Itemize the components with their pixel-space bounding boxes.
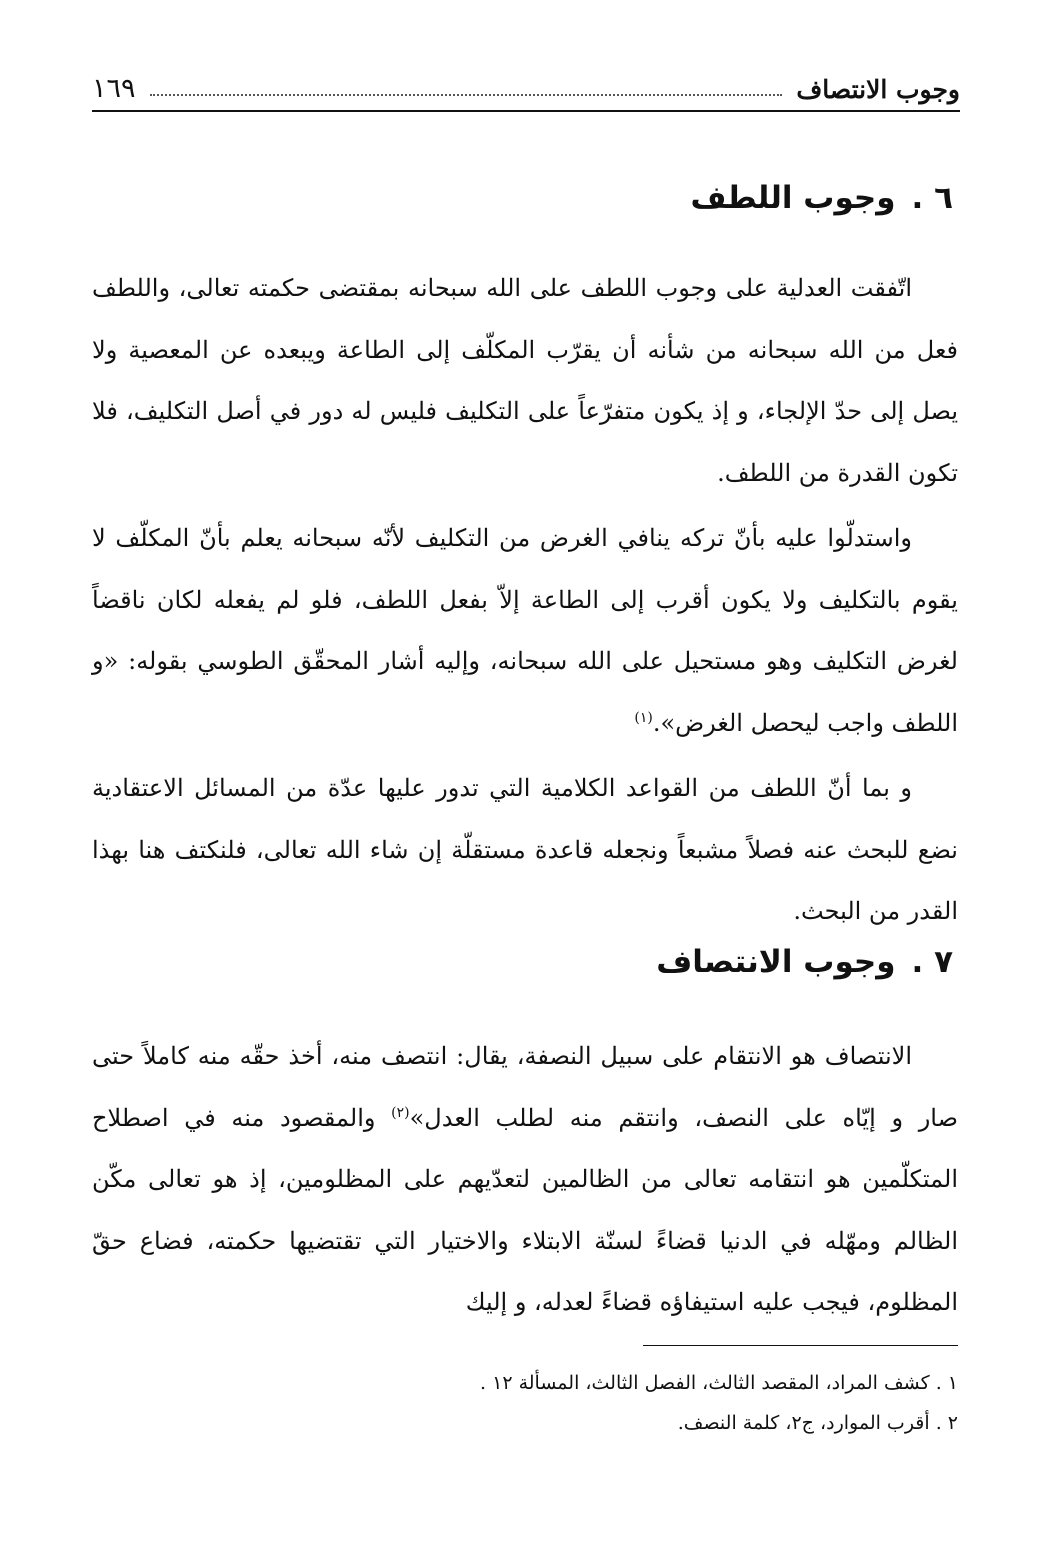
footnote-ref: (١) [634, 709, 653, 726]
paragraph-text: الانتصاف هو الانتقام على سبيل النصفة، يقال: انتصف منه، أخذ حقّه منه كاملاً حتى صار و إيّاه على النصف، وانتقم منه لطلب العدل» [92, 1042, 958, 1132]
section-heading-6 [690, 180, 953, 216]
section-number: ٧ . [911, 944, 953, 980]
paragraph [92, 508, 958, 754]
paragraph-text: والمقصود منه في اصطلاح المتكلّمين هو انتقامه تعالى من الظالمين لتعدّيهم على المظلومين، إذ هو تعالى مكّن الظالم ومهّله في الدنيا قضاءً لسنّة الابتلاء والاختيار التي تقتضيها حكمته، فضاع حقّ المظلوم، فيجب عليه استيفاؤه قضاءً لعدله، و إليك [92, 1103, 958, 1316]
section-heading-7 [656, 944, 953, 980]
section-body-6 [92, 258, 958, 947]
section-number: ٦ . [911, 180, 953, 216]
footnote-divider [643, 1345, 958, 1346]
paragraph [92, 758, 958, 943]
paragraph-text: واستدلّوا عليه بأنّ تركه ينافي الغرض من التكليف لأنّه سبحانه يعلم بأنّ المكلّف لا يقوم بالتكليف ولا يكون أقرب إلى الطاعة إلاّ بفعل اللطف، فلو لم يفعله لكان ناقضاً لغرض التكليف وهو مستحيل على الله سبحانه، وإليه أشار المحقّق الطوسي بقوله: «و اللطف واجب ليحصل الغرض». [92, 524, 958, 737]
running-title: وجوب الانتصاف [796, 75, 960, 104]
footnote: ٢ . أقرب الموارد، ج٢، كلمة النصف. [677, 1412, 958, 1434]
page-header [92, 58, 960, 112]
section-body-7 [92, 1026, 958, 1338]
paragraph-text: و بما أنّ اللطف من القواعد الكلامية التي تدور عليها عدّة من المسائل الاعتقادية نضع للبحث عنه فصلاً مشبعاً ونجعله قاعدة مستقلّة إن شاء الله تعالى، فلنكتف هنا بهذا القدر من البحث. [92, 774, 958, 925]
dotted-leader [150, 94, 783, 96]
section-title: وجوب الانتصاف [656, 944, 896, 980]
footnote-ref: (٢) [391, 1104, 410, 1121]
paragraph [92, 258, 958, 504]
section-title: وجوب اللطف [690, 180, 896, 216]
page-number: ١٦٩ [92, 73, 136, 104]
footnotes [300, 1363, 958, 1443]
paragraph-text: اتّفقت العدلية على وجوب اللطف على الله سبحانه بمقتضى حكمته تعالى، واللطف فعل من الله سبحانه من شأنه أن يقرّب المكلّف إلى الطاعة ويبعده عن المعصية ولا يصل إلى حدّ الإلجاء، و إذ يكون متفرّعاً على التكليف فليس له دور في أصل التكليف، فلا تكون القدرة من اللطف. [92, 274, 958, 487]
paragraph [92, 1026, 958, 1334]
footnote: ١ . كشف المراد، المقصد الثالث، الفصل الثالث، المسألة ١٢ . [480, 1372, 958, 1394]
